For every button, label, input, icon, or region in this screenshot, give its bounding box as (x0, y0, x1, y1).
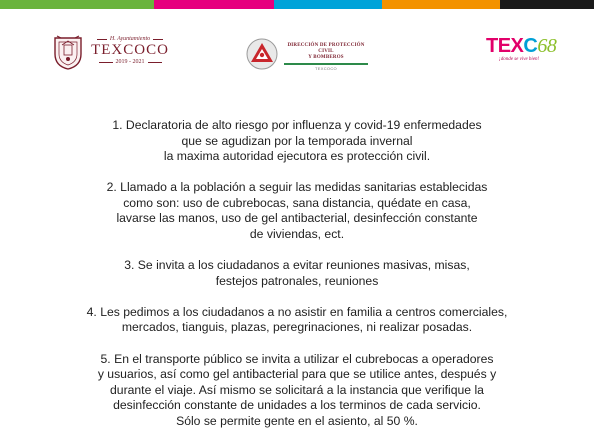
header-logos (0, 30, 594, 82)
notice-body (40, 118, 554, 445)
color-bar-green (0, 0, 154, 9)
paragraph-2 (40, 180, 554, 242)
paragraph-line: como son: uso de cubrebocas, sana distancia, quédate en casa, (123, 195, 471, 210)
paragraph-line: desinfección constante de unidades a los terminos de cada servicio. (113, 398, 481, 413)
paragraph-line: 4. Les pedimos a los ciudadanos a no asistir en familia a centros comerciales, (86, 304, 508, 319)
paragraph-line: durante el viaje. Así mismo se solicitará a la instancia que verifique la (110, 382, 484, 397)
coat-of-arms-icon (53, 34, 83, 70)
brand-slogan: ¡donde se vive bien! (498, 57, 540, 62)
ayuntamiento-logo (53, 34, 171, 74)
paragraph-line: que se agudizan por la temporada invernal (181, 133, 413, 148)
pc-divider (284, 63, 368, 65)
proteccion-civil-logo (246, 38, 364, 74)
paragraph-3 (40, 258, 554, 289)
texcoco-brand-logo (486, 35, 557, 74)
paragraph-line: lavarse las manos, uso de gel antibacterial, desinfección constante (116, 211, 478, 226)
color-bar-blue (274, 0, 382, 9)
pc-title-line2: Y BOMBEROS (308, 55, 344, 60)
paragraph-line: la maxima autoridad ejecutora es protección civil. (163, 149, 431, 164)
color-bar-orange (382, 0, 500, 9)
administration-years: 2019 - 2021 (115, 59, 145, 65)
pc-subtitle: TEXCOCO (315, 66, 337, 71)
texcoco-brand-wordmark: TEXC68 (486, 35, 557, 57)
pc-title-line1: DIRECCIÓN DE PROTECCIÓN CIVIL (287, 43, 365, 54)
paragraph-line: 2. Llamado a la población a seguir las medidas sanitarias establecidas (106, 180, 488, 195)
paragraph-line: mercados, tianguis, plazas, peregrinaciones, ni realizar posadas. (121, 320, 473, 335)
ayuntamiento-label: H. Ayuntamiento (109, 36, 151, 42)
top-color-bar (0, 0, 594, 9)
paragraph-line: festejos patronales, reuniones (215, 273, 379, 288)
paragraph-line: 1. Declaratoria de alto riesgo por influenza y covid-19 enfermedades (112, 118, 482, 132)
civil-protection-emblem-icon (246, 38, 278, 70)
texcoco-wordmark: TEXCOCO (91, 42, 169, 58)
paragraph-line: Sólo se permite gente en el asiento, al 50 %. (176, 413, 418, 428)
paragraph-4 (40, 305, 554, 336)
paragraph-line: de viviendas, ect. (249, 227, 345, 242)
color-bar-magenta (154, 0, 274, 9)
paragraph-line: 3. Se invita a los ciudadanos a evitar reuniones masivas, misas, (124, 258, 470, 273)
paragraph-line: 5. En el transporte público se invita a utilizar el cubrebocas a operadores (100, 351, 494, 366)
paragraph-1 (40, 118, 554, 165)
paragraph-5 (40, 352, 554, 430)
color-bar-black (500, 0, 594, 9)
paragraph-line: y usuarios, así como gel antibacterial para que se utilice antes, después y (97, 367, 497, 382)
